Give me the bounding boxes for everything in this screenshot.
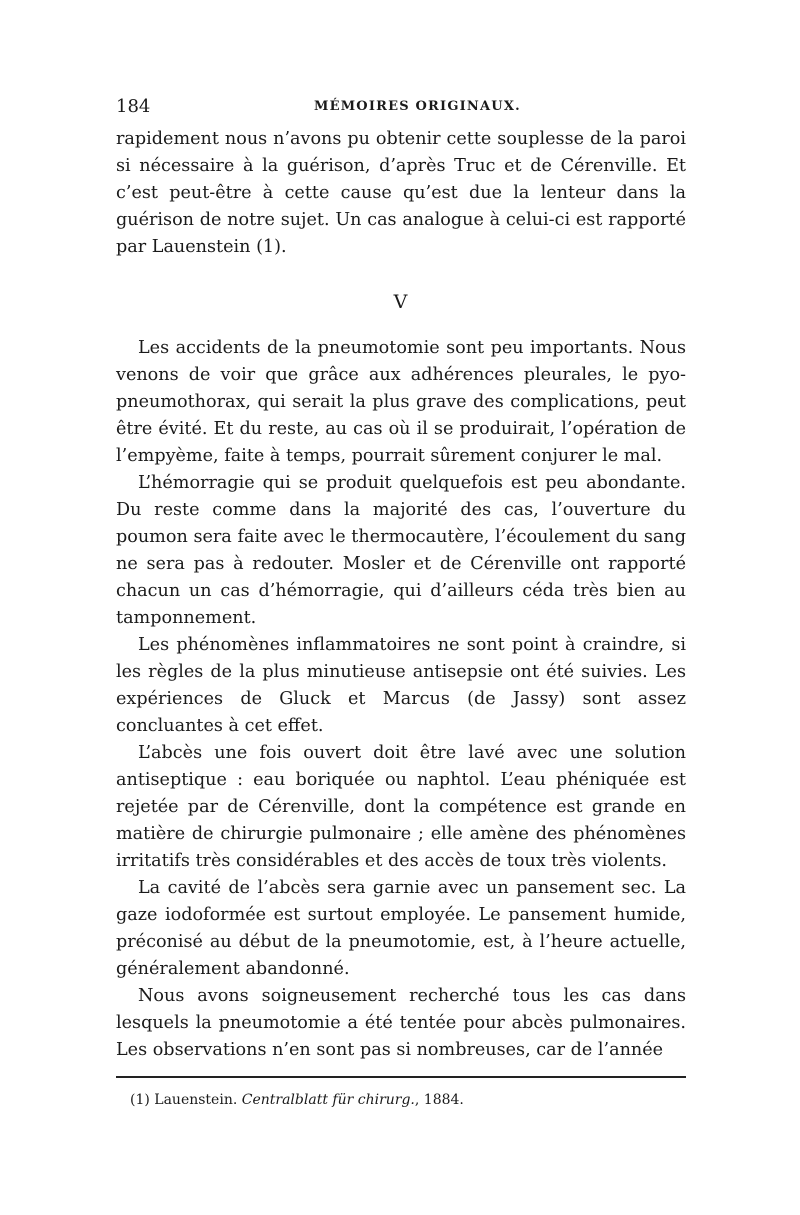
paragraph: Les phénomènes inflammatoires ne sont point à craindre, si les règles de la plus minutieuse antisepsie ont été suivies. Les expériences de Gluck et Marcus (de Jassy) sont assez concluantes à cet effet. xyxy=(116,635,686,736)
book-page xyxy=(116,96,686,1108)
paragraph: La cavité de l’abcès sera garnie avec un pansement sec. La gaze iodoformée est surtout employée. Le pansement humide, préconisé au début de la pneumotomie, est, à l’heure actuelle, généralement abandonné. xyxy=(116,878,686,979)
footnote-divider xyxy=(116,1076,686,1078)
paragraph-continued: rapidement nous n’avons pu obtenir cette souplesse de la paroi si nécessaire à la guérison, d’après Truc et de Cérenville. Et c’est peut-être à cette cause qu’est due la lenteur dans la guérison de notre sujet. Un cas analogue à celui-ci est rapporté par Lauenstein (1). xyxy=(116,129,686,257)
paragraph: Les accidents de la pneumotomie sont peu importants. Nous venons de voir que grâce aux adhérences pleurales, le pyo-pneumothorax, qui serait la plus grave des complications, peut être évité. Et du reste, au cas où il se produirait, l’opération de l’empyème, faite à temps, pourrait sûrement conjurer le mal. xyxy=(116,338,686,466)
footnote-work-title: Centralblatt für chirurg. xyxy=(241,1092,415,1108)
section-heading: V xyxy=(393,291,409,313)
footnote xyxy=(130,1092,686,1108)
paragraph: L’hémorragie qui se produit quelquefois est peu abondante. Du reste comme dans la majorité des cas, l’ouverture du poumon sera faite avec le thermocautère, l’écoulement du sang ne sera pas à redouter. Mosler et de Cérenville ont rapporté chacun un cas d’hémorragie, qui d’ailleurs céda très bien au tamponnement. xyxy=(116,473,686,628)
footnote-year: , 1884. xyxy=(414,1092,464,1108)
paragraph: L’abcès une fois ouvert doit être lavé avec une solution antiseptique : eau boriquée ou naphtol. L’eau phéniquée est rejetée par de Cérenville, dont la compétence est grande en matière de chirurgie pulmonaire ; elle amène des phénomènes irritatifs très considérables et des accès de toux très violents. xyxy=(116,743,686,871)
footnote-marker: (1) Lauenstein. xyxy=(130,1092,238,1108)
paragraph: Nous avons soigneusement recherché tous les cas dans lesquels la pneumotomie a été tentée pour abcès pulmonaires. Les observations n’en sont pas si nombreuses, car de l’année xyxy=(116,986,686,1060)
running-title: MÉMOIRES ORIGINAUX. xyxy=(314,99,521,114)
running-head xyxy=(116,96,686,122)
page-number: 184 xyxy=(116,96,151,117)
